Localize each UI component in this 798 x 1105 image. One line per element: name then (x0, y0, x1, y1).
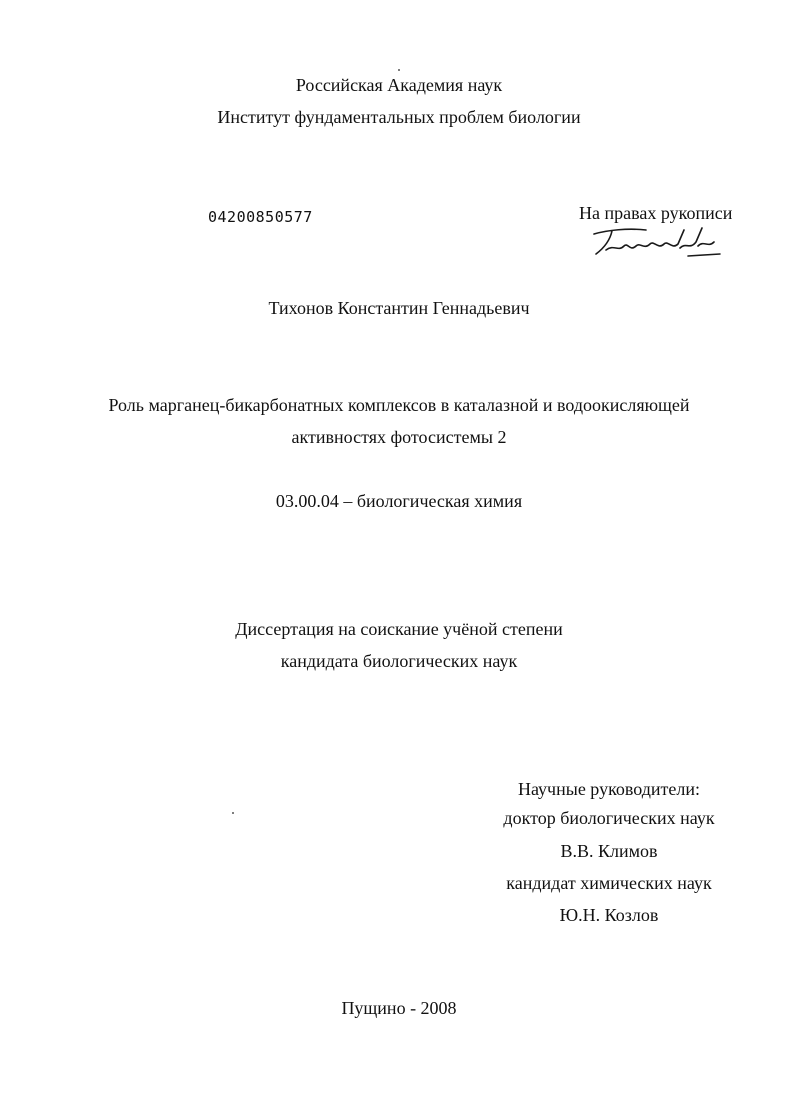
scan-speck (398, 69, 400, 71)
supervisor-1-degree: доктор биологических наук (503, 808, 715, 828)
institute-name: Институт фундаментальных проблем биологии (217, 107, 581, 127)
supervisor-1-name: В.В. Климов (560, 841, 658, 861)
place-year: Пущино - 2008 (341, 998, 457, 1018)
author-name: Тихонов Константин Геннадьевич (268, 298, 530, 318)
thesis-title-line-1: Роль марганец-бикарбонатных комплексов в каталазной и водоокисляющей (108, 395, 690, 415)
thesis-title-line-2: активностях фотосистемы 2 (291, 427, 507, 447)
specialty-code: 03.00.04 – биологическая химия (275, 491, 523, 511)
supervisors-heading: Научные руководители: (517, 779, 701, 799)
degree-line-2: кандидата биологических наук (280, 651, 518, 671)
manuscript-notice: На правах рукописи (579, 203, 733, 223)
author-signature (588, 222, 728, 262)
registration-number: 04200850577 (208, 208, 313, 226)
supervisor-2-degree: кандидат химических наук (506, 873, 712, 893)
degree-line-1: Диссертация на соискание учёной степени (235, 619, 563, 639)
scan-speck (232, 812, 234, 814)
organization-name: Российская Академия наук (295, 75, 503, 95)
supervisor-2-name: Ю.Н. Козлов (559, 905, 659, 925)
